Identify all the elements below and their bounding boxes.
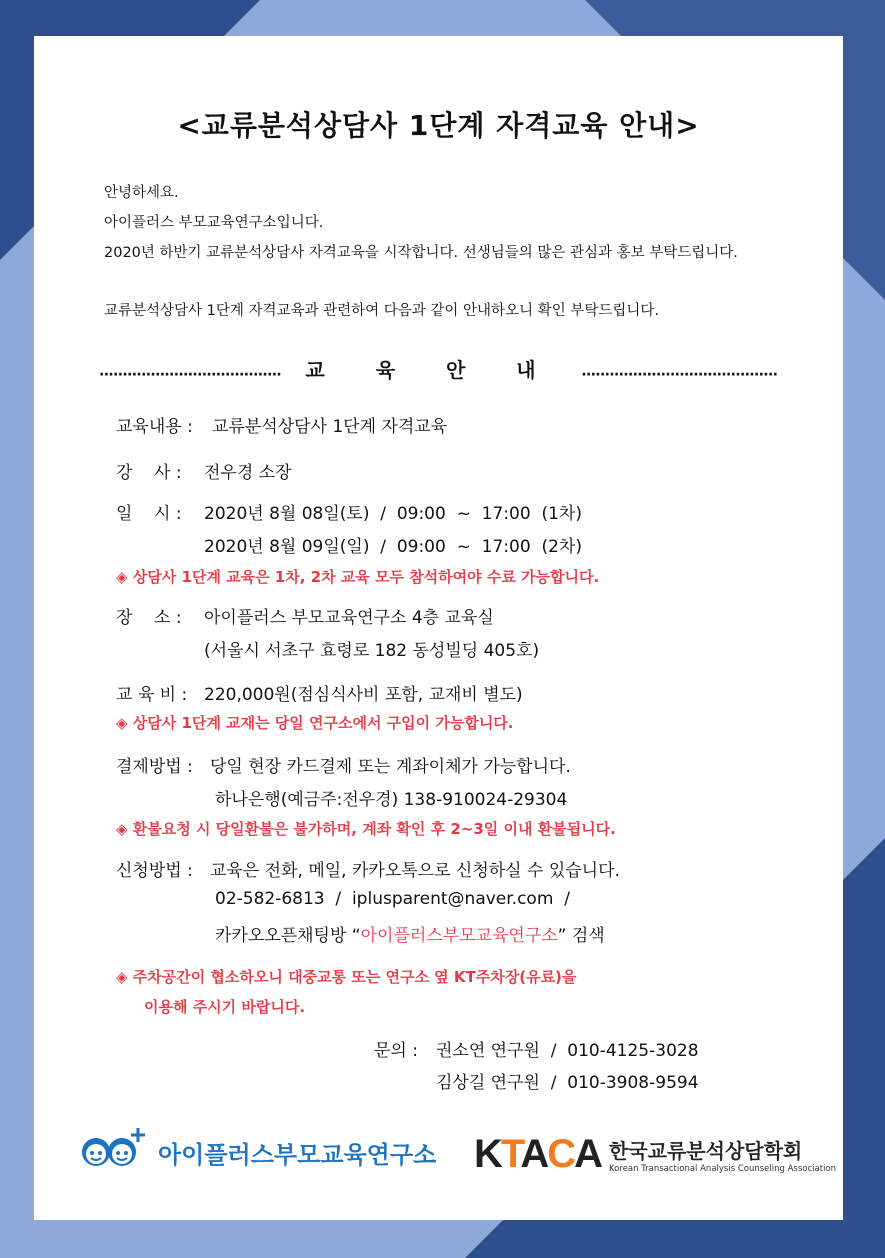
detail-apply-label: 신청방법 :: [116, 861, 193, 881]
page-title: <교류분석상담사 1단계 자격교육 안내>: [177, 109, 700, 142]
section-dots-right: ……………………………………: [581, 363, 778, 380]
detail-payment-value2: 하나은행(예금주:전우경) 138-910024-29304: [215, 790, 568, 810]
detail-content-value: 교류분석상담사 1단계 자격교육: [212, 417, 448, 437]
intro-announce: 2020년 하반기 교류분석상담사 자격교육을 시작합니다. 선생님들의 많은 관심과 홍보 부탁드립니다.: [104, 245, 738, 261]
detail-place-label: 장 소 :: [116, 608, 182, 628]
detail-apply-value1: 교육은 전화, 메일, 카카오톡으로 신청하실 수 있습니다.: [210, 861, 620, 881]
parking-note-line1: ◈ 주차공간이 협소하오니 대중교통 또는 연구소 옆 KT주차장(유료)을: [116, 968, 577, 986]
section-heading: [34, 354, 843, 383]
intro-org: 아이플러스 부모교육연구소입니다.: [104, 215, 324, 231]
apply-kakao-channel: 아이플러스부모교육연구소: [360, 926, 558, 946]
detail-place-value2: (서울시 서초구 효령로 182 동성빌딩 405호): [204, 641, 540, 661]
detail-fee-label: 교 육 비 :: [116, 685, 188, 705]
document-sheet: [34, 36, 843, 1220]
contact-label: 문의 :: [374, 1041, 418, 1061]
ktaca-name-korean: 한국교류분석상담학회: [609, 1138, 803, 1163]
detail-payment-note: ◈ 환불요청 시 당일환불은 불가하며, 계좌 확인 후 2~3일 이내 환불됩니다.: [116, 820, 616, 838]
ktaca-name-english: Korean Transactional Analysis Counseling Association: [609, 1163, 837, 1174]
detail-instructor-value: 전우경 소장: [204, 463, 292, 483]
footer-logos: [34, 1124, 843, 1184]
iplus-logo-text: 아이플러스부모교육연구소: [158, 1140, 437, 1169]
detail-payment-label: 결제방법 :: [116, 757, 193, 777]
ktaca-logo: [474, 1130, 836, 1178]
ktaca-logo-text: [609, 1135, 836, 1174]
section-dots-left: …………………………………: [99, 363, 282, 380]
apply-kakao-prefix: 카카오오픈채팅방 “: [215, 926, 361, 946]
detail-apply-value2: 02-582-6813 / iplusparent@naver.com /: [215, 889, 570, 909]
intro-greeting: 안녕하세요.: [104, 185, 179, 201]
parking-note-line2: 이용해 주시기 바랍니다.: [144, 998, 306, 1016]
detail-schedule-date1: 2020년 8월 08일(토) / 09:00 ~ 17:00 (1차): [204, 504, 582, 524]
contact-person2: 김상길 연구원 / 010-3908-9594: [436, 1073, 699, 1093]
detail-place-value1: 아이플러스 부모교육연구소 4층 교육실: [204, 608, 494, 628]
apply-kakao-suffix: ” 검색: [557, 926, 605, 946]
contact-person1: 권소연 연구원 / 010-4125-3028: [436, 1041, 699, 1061]
ktaca-mark-text: KTACA: [474, 1131, 602, 1176]
detail-schedule-note: ◈ 상담사 1단계 교육은 1차, 2차 교육 모두 참석하여야 수료 가능합니다.: [116, 568, 600, 586]
detail-fee-note: ◈ 상담사 1단계 교재는 당일 연구소에서 구입이 가능합니다.: [116, 714, 514, 732]
detail-fee-value: 220,000원(점심식사비 포함, 교재비 별도): [204, 685, 523, 705]
detail-payment-value1: 당일 현장 카드결제 또는 계좌이체가 가능합니다.: [210, 757, 571, 777]
detail-apply-value3: [215, 921, 605, 946]
detail-content-label: 교육내용 :: [116, 417, 193, 437]
ktaca-logo-mark: [474, 1132, 601, 1177]
detail-instructor-label: 강 사 :: [116, 463, 182, 483]
detail-schedule-date2: 2020년 8월 09일(일) / 09:00 ~ 17:00 (2차): [204, 537, 582, 557]
iplus-logo: [80, 1124, 436, 1180]
section-label: 교 육 안 내: [305, 358, 558, 382]
iplus-mascot-icon: [80, 1124, 152, 1180]
intro-request: 교류분석상담사 1단계 자격교육과 관련하여 다음과 같이 안내하오니 확인 부탁드립니다.: [104, 303, 659, 319]
detail-schedule-label: 일 시 :: [116, 504, 182, 524]
